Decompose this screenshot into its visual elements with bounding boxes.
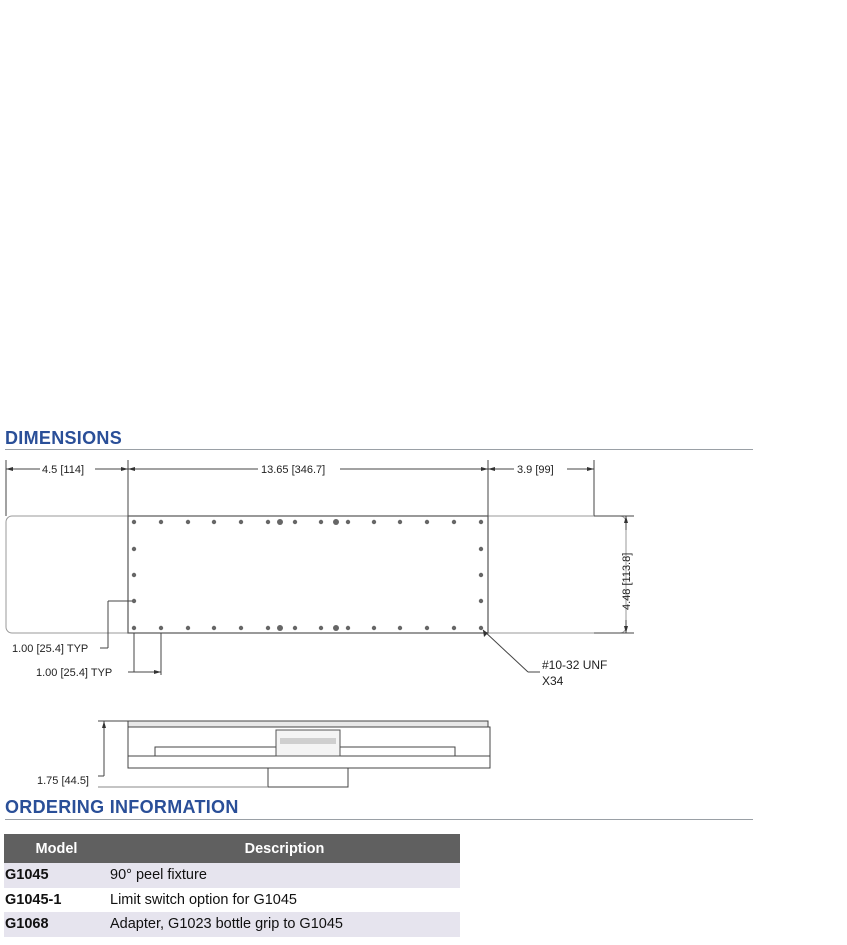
ordering-rule bbox=[5, 819, 753, 820]
dim-width-center: 13.65 [346.7] bbox=[261, 464, 326, 476]
ordering-table bbox=[4, 834, 460, 937]
table-row bbox=[4, 863, 460, 888]
model-cell: G1045 bbox=[4, 863, 109, 888]
table-row bbox=[4, 888, 460, 913]
column-header-description: Description bbox=[109, 834, 460, 863]
model-cell: G1068 bbox=[4, 912, 109, 937]
model-cell: G1045-1 bbox=[5, 891, 62, 908]
dim-hole-spacing-horizontal: 1.00 [25.4] TYP bbox=[36, 667, 113, 679]
dim-hole-spacing-vertical: 1.00 [25.4] TYP bbox=[12, 643, 89, 655]
description-cell: 90° peel fixture bbox=[109, 863, 460, 888]
dim-width-right: 3.9 [99] bbox=[517, 464, 554, 476]
dimension-drawing bbox=[0, 440, 847, 800]
table-header-row bbox=[4, 834, 460, 863]
thread-note-line2: X34 bbox=[542, 674, 564, 688]
dim-height: 4.48 [113.8] bbox=[621, 552, 633, 610]
ordering-heading: ORDERING INFORMATION bbox=[5, 797, 239, 817]
table-row bbox=[4, 912, 460, 937]
dim-width-left: 4.5 [114] bbox=[42, 464, 84, 476]
thread-note-line1: #10-32 UNF bbox=[542, 658, 608, 672]
dim-side-height: 1.75 [44.5] bbox=[37, 775, 89, 787]
description-cell: Limit switch option for G1045 bbox=[110, 891, 297, 908]
description-cell: Adapter, G1023 bottle grip to G1045 bbox=[109, 912, 460, 937]
dimensions-heading: DIMENSIONS bbox=[5, 428, 123, 448]
column-header-model: Model bbox=[4, 834, 109, 863]
